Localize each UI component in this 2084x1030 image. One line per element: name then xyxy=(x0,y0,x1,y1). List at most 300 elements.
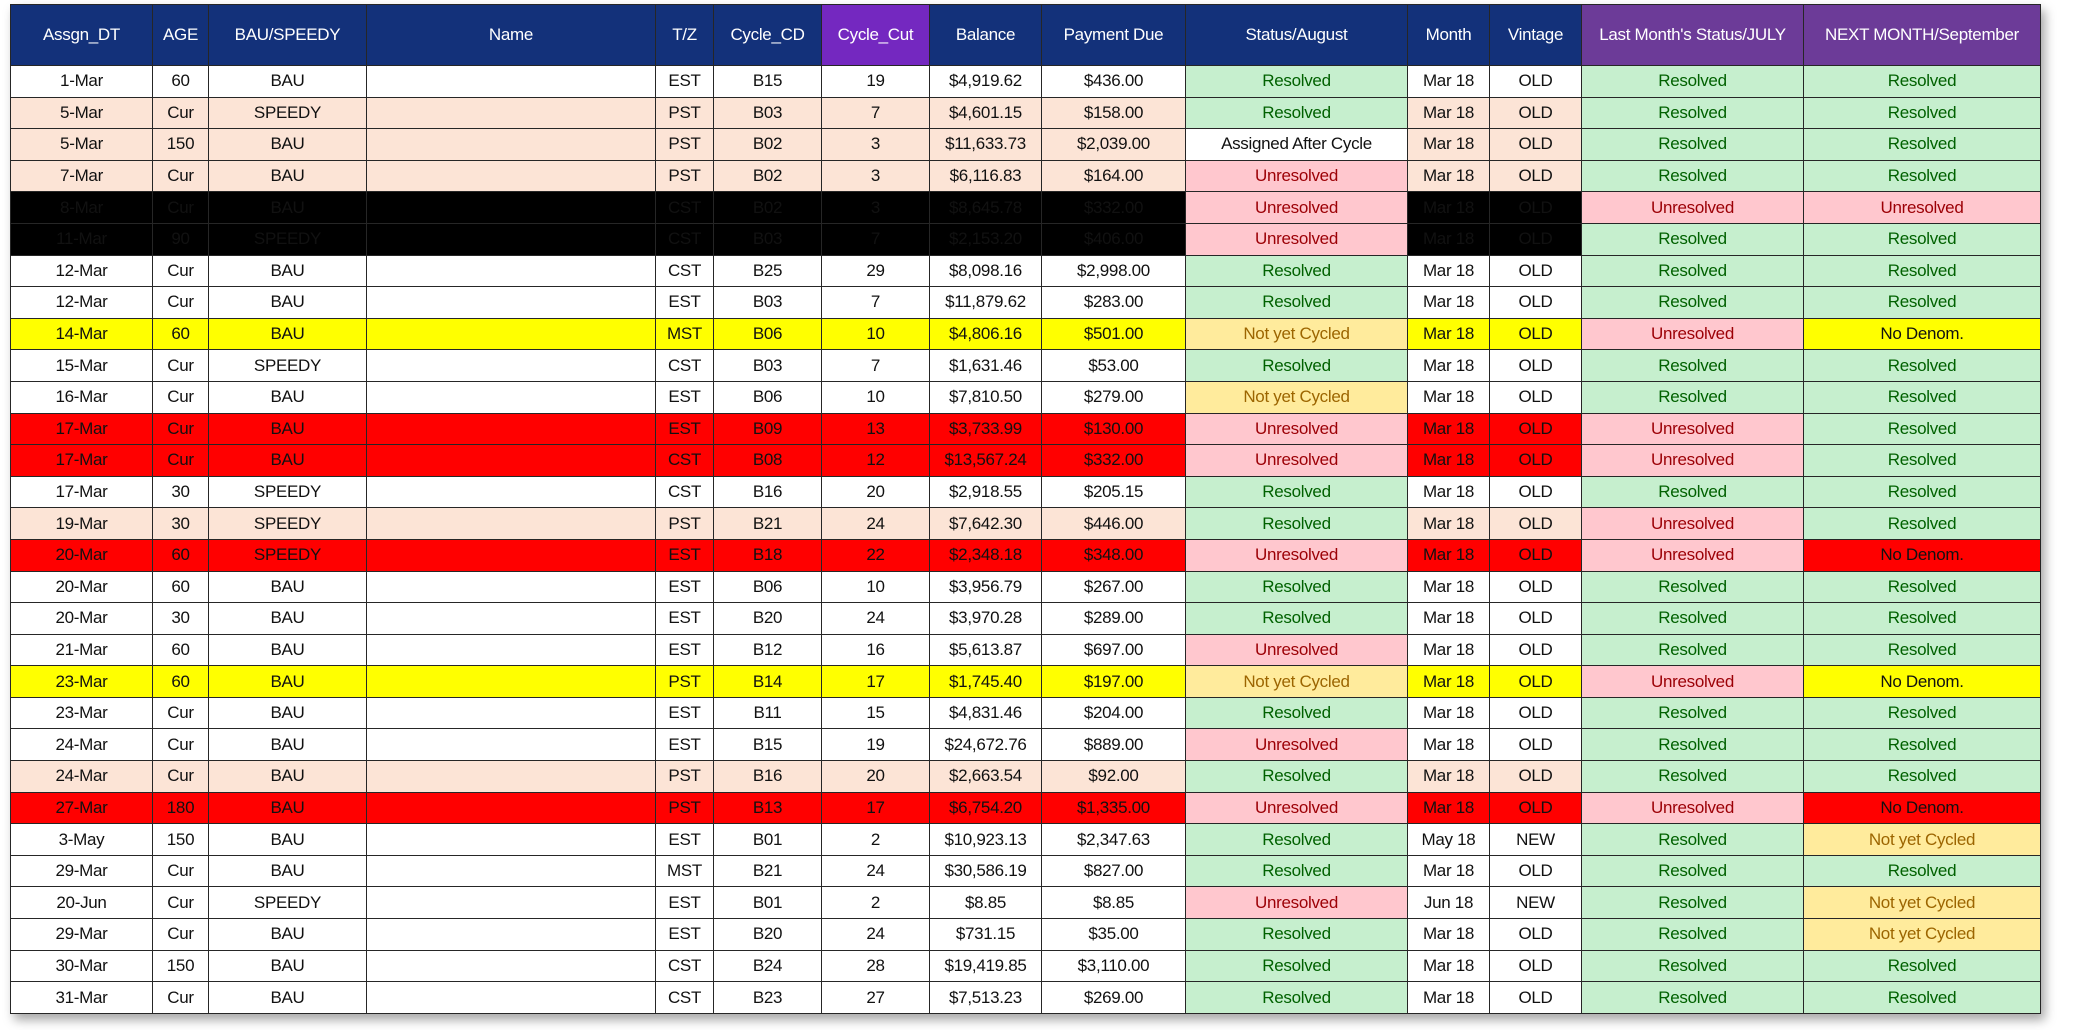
cell-cycle-cd[interactable]: B18 xyxy=(714,539,822,571)
table-row[interactable] xyxy=(11,350,2041,382)
cell-next-month[interactable]: Resolved xyxy=(1804,66,2041,98)
cell-status-august[interactable]: Resolved xyxy=(1186,697,1408,729)
cell-payment-due[interactable]: $92.00 xyxy=(1042,761,1186,793)
cell-status-august[interactable]: Unresolved xyxy=(1186,539,1408,571)
cell-name[interactable] xyxy=(367,539,656,571)
cell-balance[interactable]: $6,116.83 xyxy=(930,160,1042,192)
table-row[interactable] xyxy=(11,66,2041,98)
cell-status-august[interactable]: Unresolved xyxy=(1186,634,1408,666)
cell-cycle-cd[interactable]: B09 xyxy=(714,413,822,445)
cell-age[interactable]: Cur xyxy=(153,160,209,192)
col-header-balance[interactable]: Balance xyxy=(930,5,1042,66)
cell-vintage[interactable]: OLD xyxy=(1490,761,1582,793)
table-row[interactable] xyxy=(11,603,2041,635)
cell-next-month[interactable]: Resolved xyxy=(1804,255,2041,287)
col-header-last-month-status[interactable]: Last Month's Status/JULY xyxy=(1582,5,1804,66)
cell-assgn-dt[interactable]: 23-Mar xyxy=(11,666,153,698)
cell-assgn-dt[interactable]: 31-Mar xyxy=(11,982,153,1014)
cell-status-august[interactable]: Resolved xyxy=(1186,287,1408,319)
cell-payment-due[interactable]: $283.00 xyxy=(1042,287,1186,319)
col-header-next-month[interactable]: NEXT MONTH/September xyxy=(1804,5,2041,66)
cell-cycle-cut[interactable]: 17 xyxy=(822,666,930,698)
cell-name[interactable] xyxy=(367,192,656,224)
cell-cycle-cd[interactable]: B13 xyxy=(714,792,822,824)
cell-age[interactable]: Cur xyxy=(153,855,209,887)
cell-status-august[interactable]: Unresolved xyxy=(1186,413,1408,445)
cell-bau-speedy[interactable]: BAU xyxy=(209,950,367,982)
cell-name[interactable] xyxy=(367,887,656,919)
cell-month[interactable]: Mar 18 xyxy=(1408,318,1490,350)
cell-cycle-cut[interactable]: 20 xyxy=(822,761,930,793)
cell-last-month-status[interactable]: Resolved xyxy=(1582,603,1804,635)
cell-bau-speedy[interactable]: BAU xyxy=(209,824,367,856)
cell-balance[interactable]: $3,970.28 xyxy=(930,603,1042,635)
cell-cycle-cd[interactable]: B11 xyxy=(714,697,822,729)
cell-age[interactable]: 30 xyxy=(153,508,209,540)
table-row[interactable] xyxy=(11,445,2041,477)
cell-payment-due[interactable]: $436.00 xyxy=(1042,66,1186,98)
cell-last-month-status[interactable]: Resolved xyxy=(1582,887,1804,919)
cell-tz[interactable]: EST xyxy=(656,539,714,571)
cell-last-month-status[interactable]: Resolved xyxy=(1582,855,1804,887)
cell-cycle-cut[interactable]: 10 xyxy=(822,318,930,350)
cell-last-month-status[interactable]: Resolved xyxy=(1582,287,1804,319)
cell-balance[interactable]: $2,663.54 xyxy=(930,761,1042,793)
cell-cycle-cut[interactable]: 7 xyxy=(822,97,930,129)
cell-name[interactable] xyxy=(367,255,656,287)
cell-tz[interactable]: EST xyxy=(656,413,714,445)
cell-vintage[interactable]: OLD xyxy=(1490,508,1582,540)
cell-name[interactable] xyxy=(367,824,656,856)
cell-payment-due[interactable]: $8.85 xyxy=(1042,887,1186,919)
cell-balance[interactable]: $3,733.99 xyxy=(930,413,1042,445)
cell-assgn-dt[interactable]: 20-Mar xyxy=(11,571,153,603)
cell-assgn-dt[interactable]: 16-Mar xyxy=(11,381,153,413)
cell-tz[interactable]: PST xyxy=(656,666,714,698)
cell-next-month[interactable]: Resolved xyxy=(1804,381,2041,413)
cell-vintage[interactable]: OLD xyxy=(1490,603,1582,635)
cell-tz[interactable]: EST xyxy=(656,634,714,666)
cell-last-month-status[interactable]: Unresolved xyxy=(1582,318,1804,350)
col-header-name[interactable]: Name xyxy=(367,5,656,66)
cell-balance[interactable]: $8,645.78 xyxy=(930,192,1042,224)
cell-payment-due[interactable]: $205.15 xyxy=(1042,476,1186,508)
cell-age[interactable]: Cur xyxy=(153,729,209,761)
cell-last-month-status[interactable]: Resolved xyxy=(1582,66,1804,98)
cell-tz[interactable]: PST xyxy=(656,761,714,793)
cell-name[interactable] xyxy=(367,508,656,540)
cell-bau-speedy[interactable]: BAU xyxy=(209,255,367,287)
cell-bau-speedy[interactable]: BAU xyxy=(209,66,367,98)
cell-cycle-cut[interactable]: 24 xyxy=(822,919,930,951)
table-row[interactable] xyxy=(11,97,2041,129)
cell-assgn-dt[interactable]: 17-Mar xyxy=(11,413,153,445)
cell-status-august[interactable]: Resolved xyxy=(1186,603,1408,635)
table-row[interactable] xyxy=(11,761,2041,793)
cell-next-month[interactable]: Resolved xyxy=(1804,223,2041,255)
cell-cycle-cd[interactable]: B20 xyxy=(714,919,822,951)
cell-age[interactable]: Cur xyxy=(153,761,209,793)
cell-bau-speedy[interactable]: BAU xyxy=(209,445,367,477)
cell-next-month[interactable]: Resolved xyxy=(1804,413,2041,445)
cell-cycle-cd[interactable]: B14 xyxy=(714,666,822,698)
cell-month[interactable]: Mar 18 xyxy=(1408,66,1490,98)
cell-month[interactable]: Mar 18 xyxy=(1408,697,1490,729)
cell-age[interactable]: 60 xyxy=(153,539,209,571)
cell-status-august[interactable]: Unresolved xyxy=(1186,223,1408,255)
cell-age[interactable]: 60 xyxy=(153,634,209,666)
cell-month[interactable]: Mar 18 xyxy=(1408,571,1490,603)
cell-status-august[interactable]: Resolved xyxy=(1186,824,1408,856)
cell-assgn-dt[interactable]: 5-Mar xyxy=(11,97,153,129)
cell-assgn-dt[interactable]: 8-Mar xyxy=(11,192,153,224)
cell-month[interactable]: Mar 18 xyxy=(1408,603,1490,635)
cell-assgn-dt[interactable]: 19-Mar xyxy=(11,508,153,540)
cell-vintage[interactable]: OLD xyxy=(1490,350,1582,382)
cell-payment-due[interactable]: $332.00 xyxy=(1042,445,1186,477)
cell-next-month[interactable]: Resolved xyxy=(1804,603,2041,635)
table-row[interactable] xyxy=(11,508,2041,540)
table-row[interactable] xyxy=(11,192,2041,224)
cell-next-month[interactable]: No Denom. xyxy=(1804,666,2041,698)
cell-name[interactable] xyxy=(367,223,656,255)
cell-status-august[interactable]: Resolved xyxy=(1186,571,1408,603)
cell-status-august[interactable]: Resolved xyxy=(1186,476,1408,508)
col-header-cycle-cut[interactable]: Cycle_Cut xyxy=(822,5,930,66)
cell-month[interactable]: Mar 18 xyxy=(1408,666,1490,698)
cell-bau-speedy[interactable]: BAU xyxy=(209,603,367,635)
cell-name[interactable] xyxy=(367,445,656,477)
cell-payment-due[interactable]: $289.00 xyxy=(1042,603,1186,635)
cell-tz[interactable]: CST xyxy=(656,476,714,508)
cell-cycle-cut[interactable]: 2 xyxy=(822,824,930,856)
table-row[interactable] xyxy=(11,824,2041,856)
cell-cycle-cd[interactable]: B02 xyxy=(714,192,822,224)
cell-bau-speedy[interactable]: BAU xyxy=(209,287,367,319)
cell-month[interactable]: Mar 18 xyxy=(1408,350,1490,382)
cell-balance[interactable]: $8,098.16 xyxy=(930,255,1042,287)
cell-name[interactable] xyxy=(367,761,656,793)
cell-payment-due[interactable]: $697.00 xyxy=(1042,634,1186,666)
cell-cycle-cd[interactable]: B25 xyxy=(714,255,822,287)
cell-cycle-cd[interactable]: B06 xyxy=(714,318,822,350)
cell-status-august[interactable]: Unresolved xyxy=(1186,445,1408,477)
cell-tz[interactable]: EST xyxy=(656,824,714,856)
cell-status-august[interactable]: Resolved xyxy=(1186,350,1408,382)
cell-age[interactable]: 30 xyxy=(153,476,209,508)
cell-vintage[interactable]: OLD xyxy=(1490,950,1582,982)
cell-last-month-status[interactable]: Resolved xyxy=(1582,350,1804,382)
cell-cycle-cd[interactable]: B20 xyxy=(714,603,822,635)
cell-assgn-dt[interactable]: 3-May xyxy=(11,824,153,856)
cell-cycle-cd[interactable]: B01 xyxy=(714,824,822,856)
table-row[interactable] xyxy=(11,255,2041,287)
cell-vintage[interactable]: OLD xyxy=(1490,697,1582,729)
cell-name[interactable] xyxy=(367,571,656,603)
cell-balance[interactable]: $2,348.18 xyxy=(930,539,1042,571)
cell-payment-due[interactable]: $889.00 xyxy=(1042,729,1186,761)
table-row[interactable] xyxy=(11,318,2041,350)
cell-age[interactable]: 60 xyxy=(153,571,209,603)
cell-next-month[interactable]: No Denom. xyxy=(1804,318,2041,350)
cell-balance[interactable]: $3,956.79 xyxy=(930,571,1042,603)
table-row[interactable] xyxy=(11,792,2041,824)
col-header-bau-speedy[interactable]: BAU/SPEEDY xyxy=(209,5,367,66)
cell-age[interactable]: 90 xyxy=(153,223,209,255)
cell-payment-due[interactable]: $446.00 xyxy=(1042,508,1186,540)
cell-next-month[interactable]: No Denom. xyxy=(1804,792,2041,824)
cell-bau-speedy[interactable]: SPEEDY xyxy=(209,887,367,919)
cell-age[interactable]: Cur xyxy=(153,97,209,129)
cell-tz[interactable]: EST xyxy=(656,697,714,729)
cell-tz[interactable]: CST xyxy=(656,192,714,224)
cell-cycle-cut[interactable]: 24 xyxy=(822,855,930,887)
cell-age[interactable]: 60 xyxy=(153,318,209,350)
cell-assgn-dt[interactable]: 21-Mar xyxy=(11,634,153,666)
cell-status-august[interactable]: Not yet Cycled xyxy=(1186,666,1408,698)
cell-assgn-dt[interactable]: 12-Mar xyxy=(11,255,153,287)
cell-tz[interactable]: CST xyxy=(656,255,714,287)
cell-cycle-cd[interactable]: B03 xyxy=(714,97,822,129)
cell-vintage[interactable]: OLD xyxy=(1490,571,1582,603)
cell-balance[interactable]: $8.85 xyxy=(930,887,1042,919)
cell-name[interactable] xyxy=(367,350,656,382)
table-row[interactable] xyxy=(11,381,2041,413)
cell-cycle-cut[interactable]: 13 xyxy=(822,413,930,445)
cell-balance[interactable]: $6,754.20 xyxy=(930,792,1042,824)
cell-tz[interactable]: MST xyxy=(656,318,714,350)
cell-cycle-cd[interactable]: B02 xyxy=(714,160,822,192)
cell-age[interactable]: 60 xyxy=(153,666,209,698)
cell-payment-due[interactable]: $501.00 xyxy=(1042,318,1186,350)
cell-name[interactable] xyxy=(367,160,656,192)
table-row[interactable] xyxy=(11,666,2041,698)
cell-next-month[interactable]: Resolved xyxy=(1804,476,2041,508)
cell-balance[interactable]: $7,642.30 xyxy=(930,508,1042,540)
cell-month[interactable]: Mar 18 xyxy=(1408,223,1490,255)
cell-age[interactable]: Cur xyxy=(153,287,209,319)
cell-bau-speedy[interactable]: BAU xyxy=(209,192,367,224)
cell-balance[interactable]: $10,923.13 xyxy=(930,824,1042,856)
cell-cycle-cut[interactable]: 7 xyxy=(822,223,930,255)
cell-status-august[interactable]: Unresolved xyxy=(1186,887,1408,919)
cell-age[interactable]: Cur xyxy=(153,350,209,382)
cell-age[interactable]: 60 xyxy=(153,66,209,98)
cell-vintage[interactable]: OLD xyxy=(1490,66,1582,98)
cell-balance[interactable]: $11,633.73 xyxy=(930,129,1042,161)
cell-vintage[interactable]: NEW xyxy=(1490,887,1582,919)
cell-name[interactable] xyxy=(367,66,656,98)
cell-assgn-dt[interactable]: 30-Mar xyxy=(11,950,153,982)
table-row[interactable] xyxy=(11,287,2041,319)
cell-tz[interactable]: EST xyxy=(656,287,714,319)
cell-payment-due[interactable]: $164.00 xyxy=(1042,160,1186,192)
cell-last-month-status[interactable]: Resolved xyxy=(1582,571,1804,603)
cell-cycle-cut[interactable]: 3 xyxy=(822,192,930,224)
table-row[interactable] xyxy=(11,634,2041,666)
cell-cycle-cd[interactable]: B08 xyxy=(714,445,822,477)
cell-age[interactable]: Cur xyxy=(153,381,209,413)
cell-next-month[interactable]: Resolved xyxy=(1804,950,2041,982)
cell-tz[interactable]: EST xyxy=(656,571,714,603)
cell-payment-due[interactable]: $348.00 xyxy=(1042,539,1186,571)
cell-cycle-cut[interactable]: 17 xyxy=(822,792,930,824)
cell-assgn-dt[interactable]: 5-Mar xyxy=(11,129,153,161)
cell-cycle-cd[interactable]: B24 xyxy=(714,950,822,982)
cell-last-month-status[interactable]: Resolved xyxy=(1582,919,1804,951)
cell-month[interactable]: Mar 18 xyxy=(1408,982,1490,1014)
cell-month[interactable]: Mar 18 xyxy=(1408,413,1490,445)
cell-payment-due[interactable]: $2,998.00 xyxy=(1042,255,1186,287)
cell-cycle-cd[interactable]: B16 xyxy=(714,761,822,793)
cell-status-august[interactable]: Resolved xyxy=(1186,761,1408,793)
cell-bau-speedy[interactable]: BAU xyxy=(209,413,367,445)
cell-balance[interactable]: $30,586.19 xyxy=(930,855,1042,887)
cell-status-august[interactable]: Unresolved xyxy=(1186,792,1408,824)
cell-vintage[interactable]: OLD xyxy=(1490,982,1582,1014)
cell-payment-due[interactable]: $35.00 xyxy=(1042,919,1186,951)
cell-tz[interactable]: CST xyxy=(656,350,714,382)
cell-assgn-dt[interactable]: 20-Mar xyxy=(11,539,153,571)
cell-age[interactable]: Cur xyxy=(153,413,209,445)
cell-balance[interactable]: $24,672.76 xyxy=(930,729,1042,761)
table-row[interactable] xyxy=(11,476,2041,508)
table-row[interactable] xyxy=(11,571,2041,603)
cell-tz[interactable]: CST xyxy=(656,950,714,982)
cell-status-august[interactable]: Not yet Cycled xyxy=(1186,381,1408,413)
cell-bau-speedy[interactable]: BAU xyxy=(209,919,367,951)
cell-month[interactable]: Mar 18 xyxy=(1408,97,1490,129)
cell-next-month[interactable]: Not yet Cycled xyxy=(1804,919,2041,951)
cell-vintage[interactable]: OLD xyxy=(1490,129,1582,161)
cell-balance[interactable]: $1,745.40 xyxy=(930,666,1042,698)
cell-bau-speedy[interactable]: BAU xyxy=(209,729,367,761)
cell-age[interactable]: 150 xyxy=(153,129,209,161)
cell-next-month[interactable]: Resolved xyxy=(1804,761,2041,793)
cell-name[interactable] xyxy=(367,318,656,350)
cell-name[interactable] xyxy=(367,476,656,508)
table-row[interactable] xyxy=(11,413,2041,445)
cell-cycle-cd[interactable]: B21 xyxy=(714,508,822,540)
cell-cycle-cut[interactable]: 3 xyxy=(822,160,930,192)
cell-balance[interactable]: $13,567.24 xyxy=(930,445,1042,477)
cell-name[interactable] xyxy=(367,666,656,698)
cell-next-month[interactable]: No Denom. xyxy=(1804,539,2041,571)
table-row[interactable] xyxy=(11,160,2041,192)
cell-age[interactable]: 180 xyxy=(153,792,209,824)
cell-cycle-cut[interactable]: 19 xyxy=(822,729,930,761)
cell-cycle-cut[interactable]: 22 xyxy=(822,539,930,571)
cell-name[interactable] xyxy=(367,287,656,319)
cell-age[interactable]: 150 xyxy=(153,824,209,856)
cell-bau-speedy[interactable]: SPEEDY xyxy=(209,350,367,382)
cell-age[interactable]: 150 xyxy=(153,950,209,982)
cell-cycle-cut[interactable]: 24 xyxy=(822,508,930,540)
cell-last-month-status[interactable]: Unresolved xyxy=(1582,413,1804,445)
cell-balance[interactable]: $2,918.55 xyxy=(930,476,1042,508)
cell-cycle-cut[interactable]: 3 xyxy=(822,129,930,161)
cell-tz[interactable]: PST xyxy=(656,160,714,192)
cell-balance[interactable]: $731.15 xyxy=(930,919,1042,951)
cell-name[interactable] xyxy=(367,729,656,761)
cell-status-august[interactable]: Resolved xyxy=(1186,66,1408,98)
cell-status-august[interactable]: Resolved xyxy=(1186,950,1408,982)
col-header-status-august[interactable]: Status/August xyxy=(1186,5,1408,66)
cell-name[interactable] xyxy=(367,982,656,1014)
cell-age[interactable]: Cur xyxy=(153,982,209,1014)
cell-next-month[interactable]: Resolved xyxy=(1804,160,2041,192)
cell-bau-speedy[interactable]: SPEEDY xyxy=(209,223,367,255)
cell-cycle-cut[interactable]: 10 xyxy=(822,571,930,603)
cell-name[interactable] xyxy=(367,381,656,413)
cell-tz[interactable]: PST xyxy=(656,97,714,129)
cell-balance[interactable]: $4,919.62 xyxy=(930,66,1042,98)
cell-cycle-cut[interactable]: 16 xyxy=(822,634,930,666)
cell-month[interactable]: Mar 18 xyxy=(1408,950,1490,982)
cell-bau-speedy[interactable]: BAU xyxy=(209,381,367,413)
cell-payment-due[interactable]: $197.00 xyxy=(1042,666,1186,698)
cell-name[interactable] xyxy=(367,634,656,666)
cell-cycle-cut[interactable]: 12 xyxy=(822,445,930,477)
cell-vintage[interactable]: OLD xyxy=(1490,445,1582,477)
cell-next-month[interactable]: Resolved xyxy=(1804,697,2041,729)
cell-vintage[interactable]: OLD xyxy=(1490,223,1582,255)
cell-bau-speedy[interactable]: BAU xyxy=(209,666,367,698)
cell-balance[interactable]: $4,601.15 xyxy=(930,97,1042,129)
cell-assgn-dt[interactable]: 12-Mar xyxy=(11,287,153,319)
cell-next-month[interactable]: Resolved xyxy=(1804,287,2041,319)
table-row[interactable] xyxy=(11,697,2041,729)
cell-status-august[interactable]: Unresolved xyxy=(1186,160,1408,192)
cell-month[interactable]: Mar 18 xyxy=(1408,192,1490,224)
cell-next-month[interactable]: Resolved xyxy=(1804,97,2041,129)
cell-name[interactable] xyxy=(367,855,656,887)
cell-month[interactable]: Mar 18 xyxy=(1408,255,1490,287)
cell-bau-speedy[interactable]: BAU xyxy=(209,129,367,161)
cell-cycle-cut[interactable]: 2 xyxy=(822,887,930,919)
cell-vintage[interactable]: OLD xyxy=(1490,855,1582,887)
cell-month[interactable]: May 18 xyxy=(1408,824,1490,856)
cell-name[interactable] xyxy=(367,413,656,445)
cell-last-month-status[interactable]: Resolved xyxy=(1582,381,1804,413)
cell-next-month[interactable]: Unresolved xyxy=(1804,192,2041,224)
cell-last-month-status[interactable]: Resolved xyxy=(1582,982,1804,1014)
cell-vintage[interactable]: OLD xyxy=(1490,255,1582,287)
cell-cycle-cut[interactable]: 15 xyxy=(822,697,930,729)
cell-age[interactable]: 30 xyxy=(153,603,209,635)
cell-payment-due[interactable]: $130.00 xyxy=(1042,413,1186,445)
cell-assgn-dt[interactable]: 20-Mar xyxy=(11,603,153,635)
table-row[interactable] xyxy=(11,855,2041,887)
col-header-vintage[interactable]: Vintage xyxy=(1490,5,1582,66)
cell-status-august[interactable]: Assigned After Cycle xyxy=(1186,129,1408,161)
cell-last-month-status[interactable]: Resolved xyxy=(1582,761,1804,793)
cell-name[interactable] xyxy=(367,129,656,161)
cell-vintage[interactable]: OLD xyxy=(1490,729,1582,761)
cell-vintage[interactable]: OLD xyxy=(1490,666,1582,698)
cell-last-month-status[interactable]: Resolved xyxy=(1582,476,1804,508)
cell-status-august[interactable]: Unresolved xyxy=(1186,729,1408,761)
cell-vintage[interactable]: NEW xyxy=(1490,824,1582,856)
cell-payment-due[interactable]: $1,335.00 xyxy=(1042,792,1186,824)
cell-assgn-dt[interactable]: 15-Mar xyxy=(11,350,153,382)
cell-age[interactable]: Cur xyxy=(153,887,209,919)
cell-age[interactable]: Cur xyxy=(153,919,209,951)
cell-month[interactable]: Mar 18 xyxy=(1408,445,1490,477)
cell-bau-speedy[interactable]: BAU xyxy=(209,160,367,192)
cell-cycle-cd[interactable]: B12 xyxy=(714,634,822,666)
cell-age[interactable]: Cur xyxy=(153,697,209,729)
